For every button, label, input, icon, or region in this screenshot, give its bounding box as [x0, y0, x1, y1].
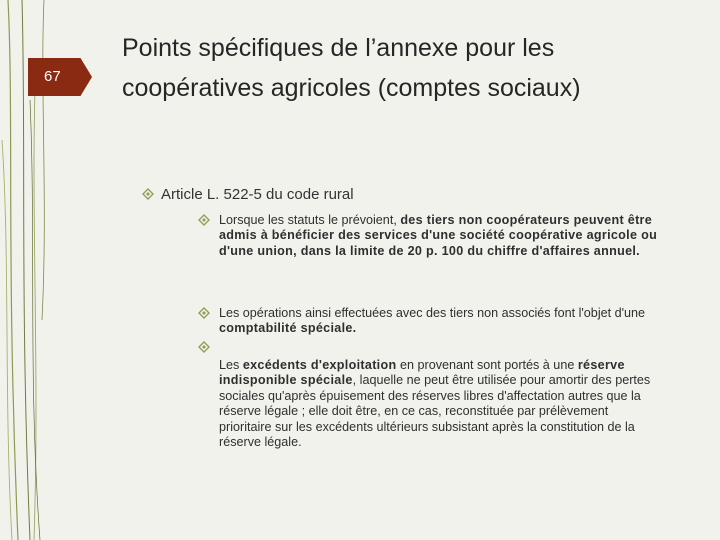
bullet-tiers-non-cooperateurs — [219, 213, 659, 259]
text: Les opérations ainsi effectuées avec des tiers non associés font l'objet d'une — [219, 306, 646, 320]
bullet-excedents-exploitation — [219, 358, 659, 450]
diamond-bullet-icon — [198, 214, 210, 226]
bullet-article: Article L. 522-5 du code rural — [161, 186, 354, 203]
slide-title: Points spécifiques de l’annexe pour les coopératives agricoles (comptes sociaux) — [122, 34, 581, 102]
diamond-bullet-icon — [198, 341, 210, 353]
text: , laquelle ne peut être utilisée pour amortir des pertes sociales qu'après épuisement des réserves libres d'affectation autres que la réserve légale ; elle doit être, en ce cas, reconstituée par prélèvement prioritaire sur les excédents ultérieurs subsistant après la constitution de la réserve légale. — [219, 373, 651, 450]
bold-text: excédents d'exploitation — [242, 358, 397, 372]
bold-text: réserve indisponible spéciale — [219, 358, 625, 388]
diamond-bullet-icon — [142, 188, 154, 200]
bold-text: des tiers non coopérateurs peuvent être admis à bénéficier des services d'une société coopérative agricole ou d'une union, dans la limite de 20 p. 100 du chiffre d'affaires annuel. — [219, 213, 658, 258]
text: Lorsque les statuts le prévoient, — [219, 213, 401, 227]
text: en provenant sont portés à une — [396, 358, 578, 372]
bullet-comptabilite-speciale — [219, 306, 659, 337]
page-number: 67 — [44, 68, 61, 85]
diamond-bullet-icon — [198, 307, 210, 319]
bold-text: comptabilité spéciale. — [219, 321, 357, 336]
text: Les — [219, 358, 243, 372]
